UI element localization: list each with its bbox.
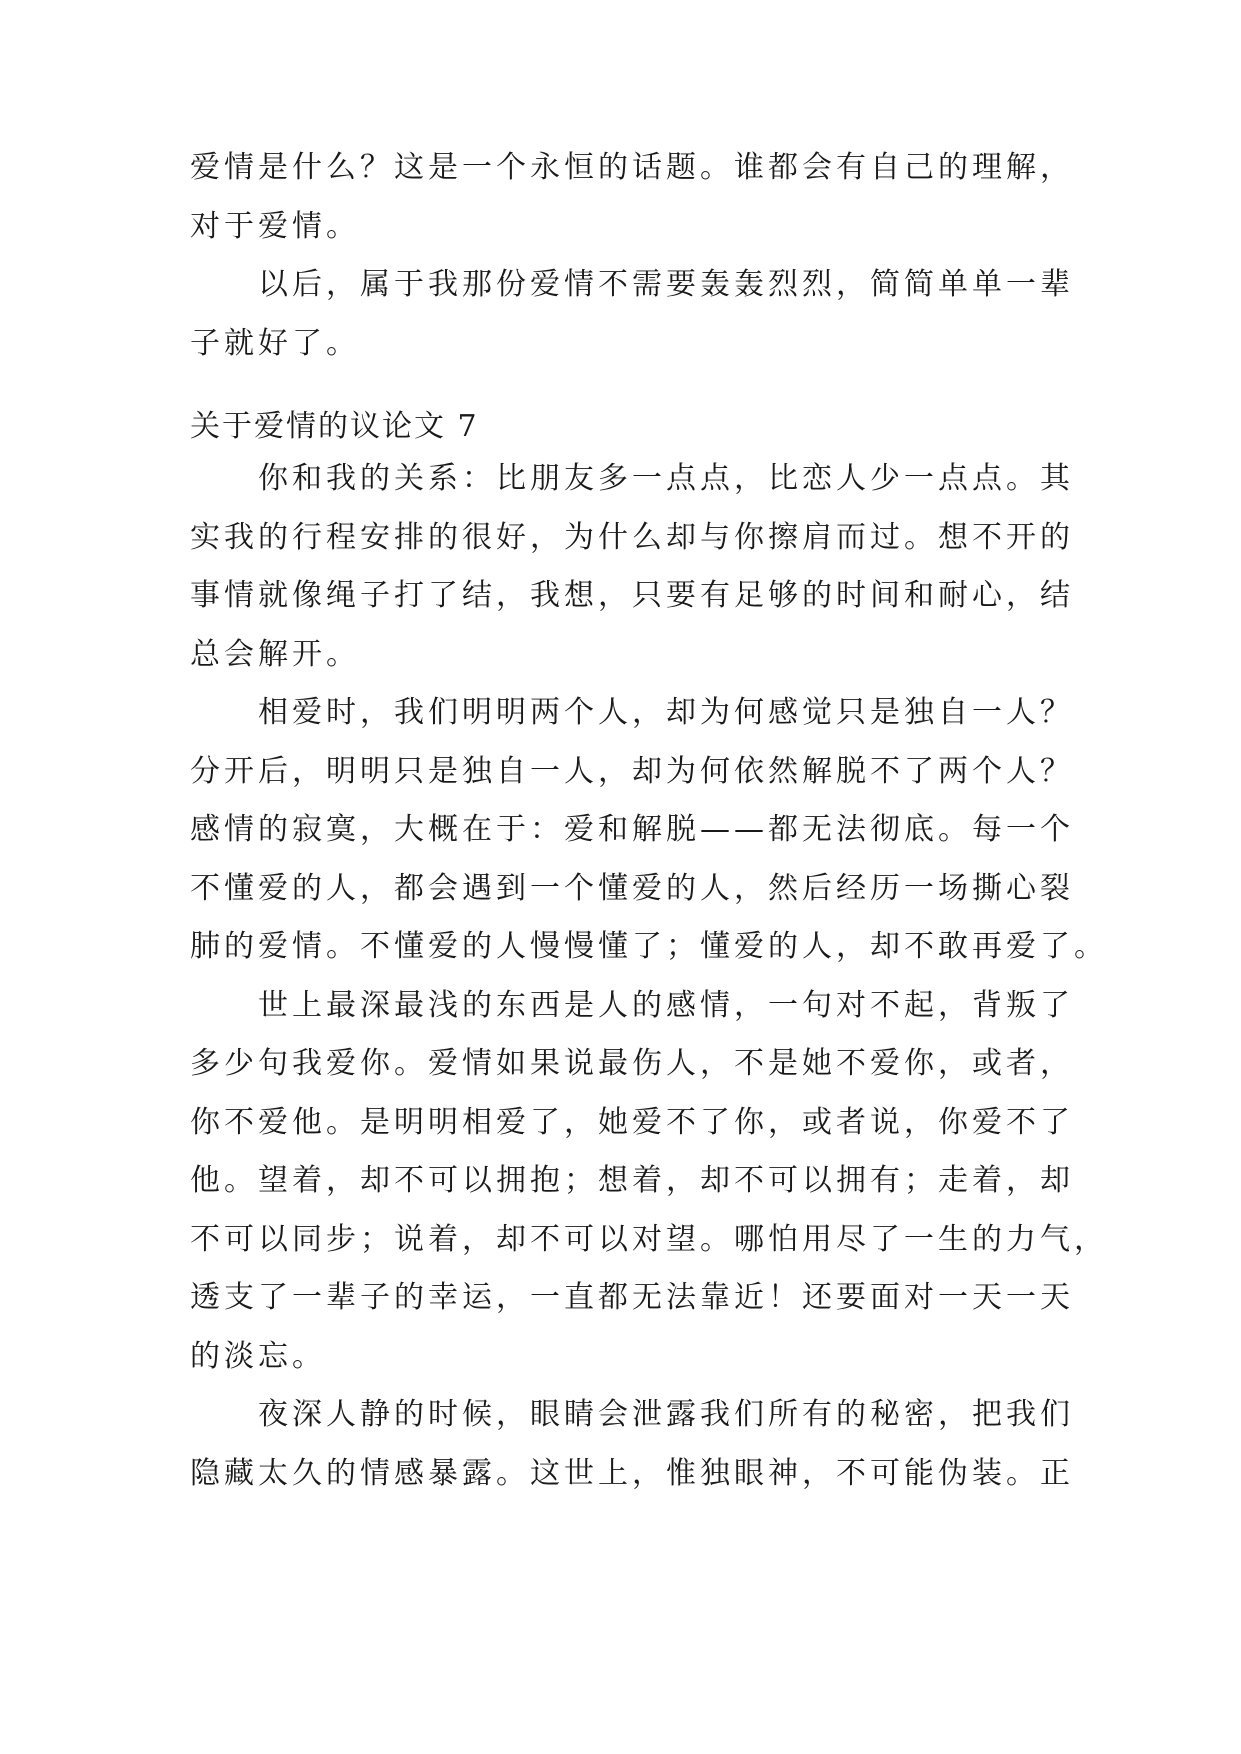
paragraph-5-line-1: 世上最深最浅的东西是人的感情，一句对不起，背叛了 [258,987,1074,1023]
paragraph-4-line-3: 感情的寂寞，大概在于：爱和解脱——都无法彻底。每一个 [190,812,1074,847]
paragraph-4-line-5: 肺的爱情。不懂爱的人慢慢懂了；懂爱的人，却不敢再爱了。 [190,929,1108,964]
paragraph-2-line-1: 以后，属于我那份爱情不需要轰轰烈烈，简简单单一辈 [258,267,1074,302]
paragraph-6-line-2: 隐藏太久的情感暴露。这世上，惟独眼神，不可能伪装。正 [190,1455,1074,1491]
paragraph-4-line-1: 相爱时，我们明明两个人，却为何感觉只是独自一人？ [258,695,1074,730]
top-text-block [190,139,1074,373]
paragraph-4-line-2: 分开后，明明只是独自一人，却为何依然解脱不了两个人？ [190,753,1074,789]
paragraph-5-line-4: 他。望着，却不可以拥抱；想着，却不可以拥有；走着，却 [190,1163,1074,1198]
paragraph-3-line-2: 实我的行程安排的很好，为什么却与你擦肩而过。想不开的 [190,519,1074,555]
paragraph-3-line-1: 你和我的关系：比朋友多一点点，比恋人少一点点。其 [258,461,1074,496]
paragraph-3-line-4: 总会解开。 [190,636,360,672]
paragraph-1-line-1: 爱情是什么？这是一个永恒的话题。谁都会有自己的理解， [190,150,1074,185]
paragraph-5-line-3: 你不爱他。是明明相爱了，她爱不了你，或者说，你爱不了 [190,1104,1074,1140]
paragraph-1-line-2: 对于爱情。 [190,208,360,244]
paragraph-2-line-2: 子就好了。 [190,325,360,361]
main-text-block [190,450,1108,1503]
paragraph-5-line-7: 的淡忘。 [190,1338,326,1374]
section-title: 关于爱情的议论文 7 [190,409,479,444]
paragraph-5-line-2: 多少句我爱你。爱情如果说最伤人，不是她不爱你，或者， [190,1046,1074,1081]
paragraph-3-line-3: 事情就像绳子打了结，我想，只要有足够的时间和耐心，结 [190,578,1074,613]
paragraph-5-line-5: 不可以同步；说着，却不可以对望。哪怕用尽了一生的力气， [190,1221,1108,1257]
paragraph-4-line-4: 不懂爱的人，都会遇到一个懂爱的人，然后经历一场撕心裂 [190,870,1074,906]
paragraph-5-line-6: 透支了一辈子的幸运，一直都无法靠近！还要面对一天一天 [190,1280,1074,1315]
paragraph-6-line-1: 夜深人静的时候，眼睛会泄露我们所有的秘密，把我们 [258,1397,1074,1432]
